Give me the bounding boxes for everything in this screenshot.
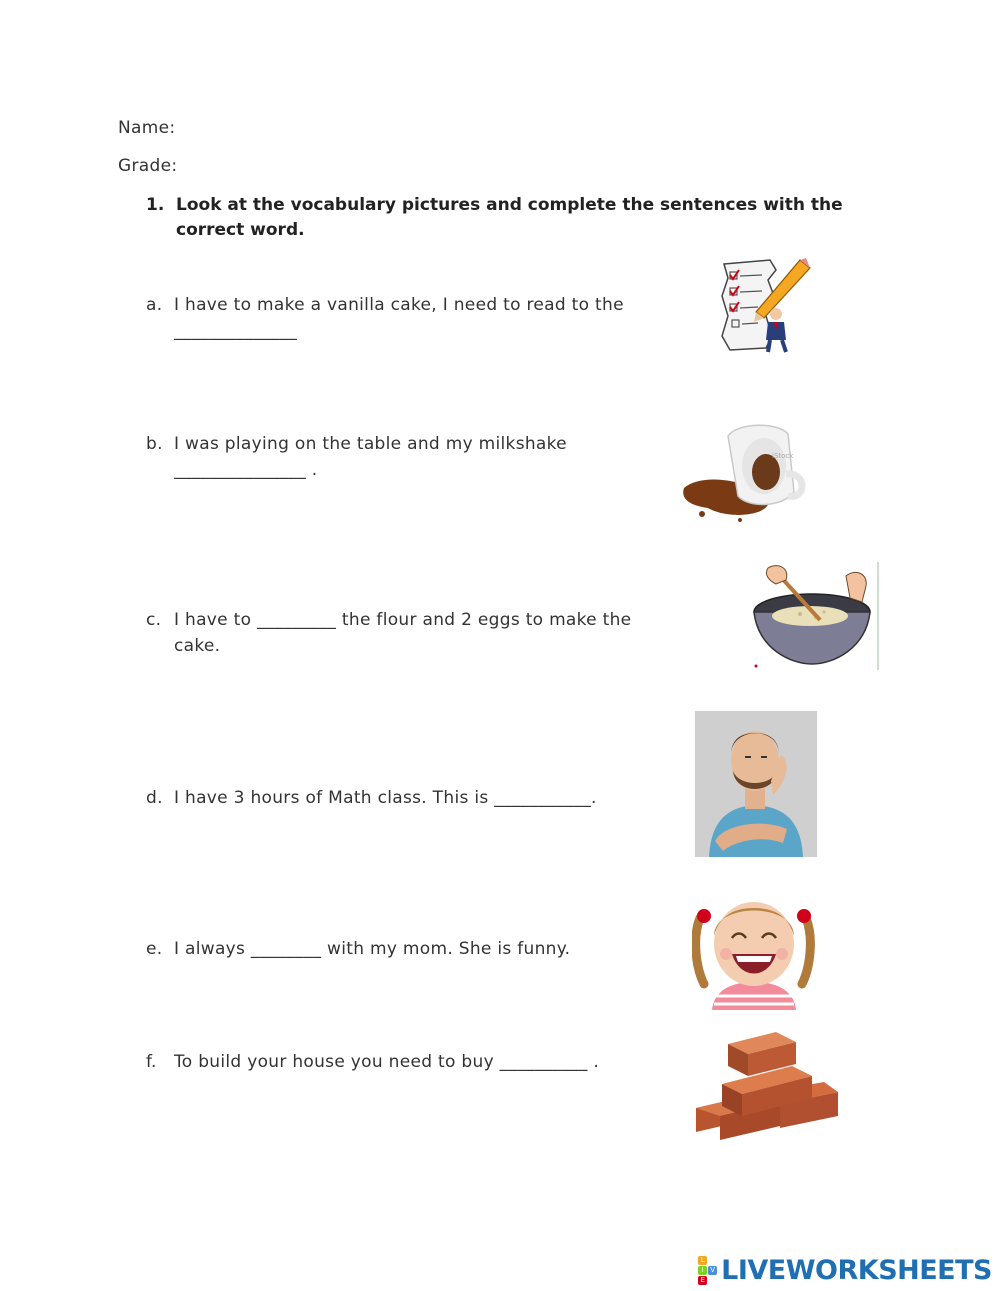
question-text-with-blank[interactable]: To build your house you need to buy __________ . (174, 1052, 600, 1072)
bored-man-picture (695, 711, 817, 857)
question-letter: f. (146, 1052, 157, 1072)
question-d (146, 785, 706, 815)
question-text-with-blank[interactable]: I always ________ with my mom. She is funny. (174, 939, 571, 959)
instruction-line-2: correct word. (176, 220, 305, 240)
answer-blank[interactable]: ______________ (174, 321, 298, 341)
logo-block-spacer (708, 1256, 717, 1265)
spilled-cup-picture (678, 416, 830, 526)
question-text-line-2: cake. (174, 636, 221, 656)
logo-text: LIVEWORKSHEETS (721, 1254, 992, 1286)
svg-text:iStock: iStock (772, 452, 794, 460)
question-e (146, 936, 666, 966)
grade-label: Grade: (118, 156, 178, 176)
bricks-picture (692, 1028, 842, 1144)
question-c (146, 607, 716, 663)
question-b (146, 431, 666, 487)
question-letter: b. (146, 434, 163, 454)
logo-block: V (708, 1266, 717, 1275)
question-letter: c. (146, 610, 162, 630)
question-text-line-1: I have to _________ the flour and 2 eggs to make the (174, 610, 632, 630)
question-text-with-blank[interactable]: I have 3 hours of Math class. This is ___________. (174, 788, 597, 808)
liveworksheets-logo (698, 1252, 992, 1288)
mixing-bowl-picture (750, 562, 880, 670)
question-text-line-1: I have to make a vanilla cake, I need to read to the (174, 295, 624, 315)
instruction-line-1: Look at the vocabulary pictures and complete the sentences with the (176, 195, 843, 215)
instruction-number: 1. (146, 195, 165, 215)
logo-block: L (698, 1256, 707, 1265)
question-text-line-1: I was playing on the table and my milkshake (174, 434, 567, 454)
checklist-pencil-picture (718, 256, 814, 354)
laughing-girl-picture (692, 888, 816, 1010)
logo-blocks-icon (698, 1256, 717, 1285)
question-letter: a. (146, 295, 163, 315)
logo-block-spacer (708, 1276, 717, 1285)
question-a (146, 292, 706, 348)
answer-blank[interactable]: _______________ . (174, 460, 318, 480)
logo-block: E (698, 1276, 707, 1285)
question-letter: d. (146, 788, 163, 808)
question-letter: e. (146, 939, 163, 959)
name-label: Name: (118, 118, 176, 138)
logo-block: I (698, 1266, 707, 1275)
question-f (146, 1049, 686, 1079)
